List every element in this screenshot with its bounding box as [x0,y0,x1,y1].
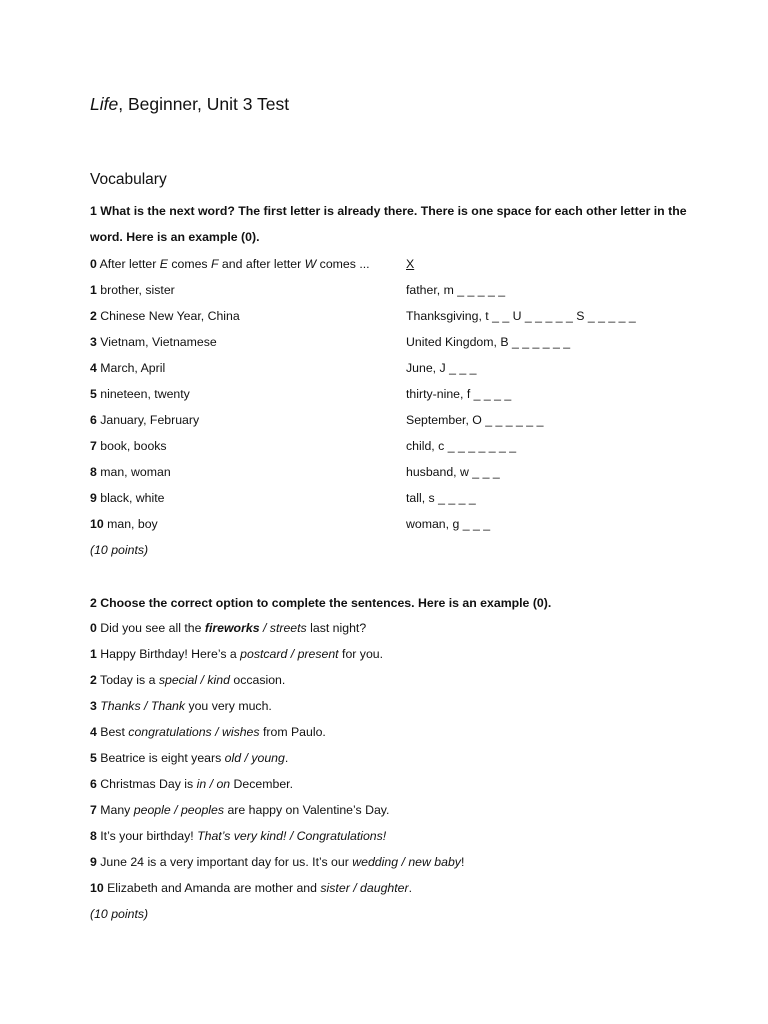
item-number: 10 [90,881,104,895]
option-2: wishes [221,725,260,739]
item-blank: thirty-nine, f _ _ _ _ [406,387,512,401]
item-prompt: January, February [100,413,200,427]
option-1: That’s very kind! [197,829,287,843]
ex1-item-7 [90,436,690,456]
exercise-1-points: (10 points) [90,543,149,557]
sentence-text: last night? [306,621,367,635]
item-prompt: nineteen, twenty [100,387,190,401]
ex1-item-6 [90,410,690,430]
item-number: 4 [90,361,97,375]
item-number: 3 [90,699,97,713]
item-blank: June, J _ _ _ [406,361,477,375]
item-prompt: man, boy [107,517,158,531]
item-blank: woman, g _ _ _ [406,517,491,531]
sentence-text: Many [100,803,134,817]
item-text-italic: F [211,257,219,271]
option-separator: / [211,725,222,739]
ex1-item-2 [90,306,690,326]
item-prompt: black, white [100,491,165,505]
option-1: people [133,803,171,817]
sentence-text: Beatrice is eight years [100,751,225,765]
ex2-item-8 [90,826,690,846]
item-blank: tall, s _ _ _ _ [406,491,476,505]
sentence-text: Elizabeth and Amanda are mother and [107,881,321,895]
exercise-1-instruction: 1 What is the next word? The first letter is already there. There is one space for each other letter in the word. Here is an example (0). [90,204,687,244]
item-number: 2 [90,309,97,323]
option-2: on [216,777,231,791]
sentence-text: are happy on Valentine’s Day. [224,803,390,817]
option-separator: / [349,881,361,895]
sentence-text: you very much. [185,699,272,713]
sentence-text: from Paulo. [259,725,326,739]
ex2-item-1 [90,644,690,664]
item-number: 7 [90,439,97,453]
option-2: kind [207,673,230,687]
title-rest: , Beginner, Unit 3 Test [118,94,290,114]
item-number: 9 [90,491,97,505]
item-text-italic: E [159,257,168,271]
ex2-item-0 [90,618,690,638]
ex1-item-0 [90,254,690,274]
item-number: 6 [90,413,97,427]
ex1-item-8 [90,462,690,482]
title-italic: Life [90,94,119,114]
option-separator: / [398,855,409,869]
item-prompt: man, woman [100,465,171,479]
option-separator: / [170,803,181,817]
sentence-text: for you. [338,647,384,661]
option-1: wedding [352,855,399,869]
option-separator: / [206,777,217,791]
item-prompt: March, April [100,361,166,375]
sentence-text: It’s your birthday! [100,829,198,843]
exercise-2-points: (10 points) [90,907,149,921]
page-title [90,94,289,115]
sentence-text: Today is a [100,673,159,687]
sentence-text: . [408,881,413,895]
sentence-text: June 24 is a very important day for us. It’s our [100,855,353,869]
ex2-item-4 [90,722,690,742]
sentence-text: occasion. [229,673,286,687]
item-blank: September, O _ _ _ _ _ _ [406,413,544,427]
option-separator: / [286,829,297,843]
ex2-item-10 [90,878,690,898]
item-number: 2 [90,673,97,687]
item-prompt: brother, sister [100,283,175,297]
item-blank: child, c _ _ _ _ _ _ _ [406,439,517,453]
ex2-item-5 [90,748,690,768]
option-separator: / [140,699,151,713]
option-2: peoples [180,803,225,817]
item-number: 4 [90,725,97,739]
option-1: old [224,751,242,765]
option-1: Thanks [100,699,141,713]
item-prompt: Chinese New Year, China [100,309,240,323]
item-text: comes [167,257,211,271]
option-1: in [196,777,207,791]
item-number: 0 [90,621,97,635]
item-blank: Thanksgiving, t _ _ U _ _ _ _ _ S _ _ _ _ _ [406,309,636,323]
sentence-text: Did you see all the [100,621,205,635]
item-number: 0 [90,257,97,271]
ex1-item-5 [90,384,690,404]
option-2: young [251,751,285,765]
item-number: 1 [90,283,97,297]
section-heading-vocabulary: Vocabulary [90,171,167,188]
item-number: 5 [90,387,97,401]
item-prompt: Vietnam, Vietnamese [100,335,217,349]
option-separator: / [287,647,298,661]
option-2: Congratulations! [296,829,387,843]
item-number: 3 [90,335,97,349]
option-2: new baby [408,855,461,869]
ex2-item-7 [90,800,690,820]
item-text: comes ... [316,257,370,271]
option-1: congratulations [128,725,212,739]
example-answer: X [406,257,415,271]
ex1-item-10 [90,514,690,534]
item-text: and after letter [218,257,305,271]
option-separator: / [241,751,252,765]
item-text: After letter [99,257,160,271]
option-2: daughter [360,881,409,895]
item-blank: United Kingdom, B _ _ _ _ _ _ [406,335,571,349]
option-2: streets [269,621,307,635]
item-number: 10 [90,517,104,531]
sentence-text: Happy Birthday! Here’s a [100,647,241,661]
item-number: 8 [90,465,97,479]
exercise-2-instruction: 2 Choose the correct option to complete the sentences. Here is an example (0). [90,596,552,610]
option-1: postcard [240,647,288,661]
option-1: fireworks [204,621,260,635]
item-text-italic: W [304,257,317,271]
ex1-item-9 [90,488,690,508]
ex2-item-6 [90,774,690,794]
ex1-item-1 [90,280,690,300]
sentence-text: December. [230,777,294,791]
option-2: present [297,647,339,661]
ex1-item-3 [90,332,690,352]
item-number: 5 [90,751,97,765]
option-1: special [158,673,198,687]
item-prompt: book, books [100,439,167,453]
item-number: 9 [90,855,97,869]
sentence-text: . [284,751,289,765]
item-number: 8 [90,829,97,843]
item-number: 1 [90,647,97,661]
sentence-text: Best [100,725,129,739]
sentence-text: ! [460,855,465,869]
ex2-item-2 [90,670,690,690]
ex2-item-3 [90,696,690,716]
ex1-item-4 [90,358,690,378]
item-blank: husband, w _ _ _ [406,465,500,479]
item-blank: father, m _ _ _ _ _ [406,283,506,297]
option-1: sister [320,881,350,895]
option-2: Thank [150,699,186,713]
sentence-text: Christmas Day is [100,777,197,791]
option-separator: / [259,621,270,635]
item-number: 7 [90,803,97,817]
ex2-item-9 [90,852,690,872]
item-number: 6 [90,777,97,791]
option-separator: / [197,673,208,687]
